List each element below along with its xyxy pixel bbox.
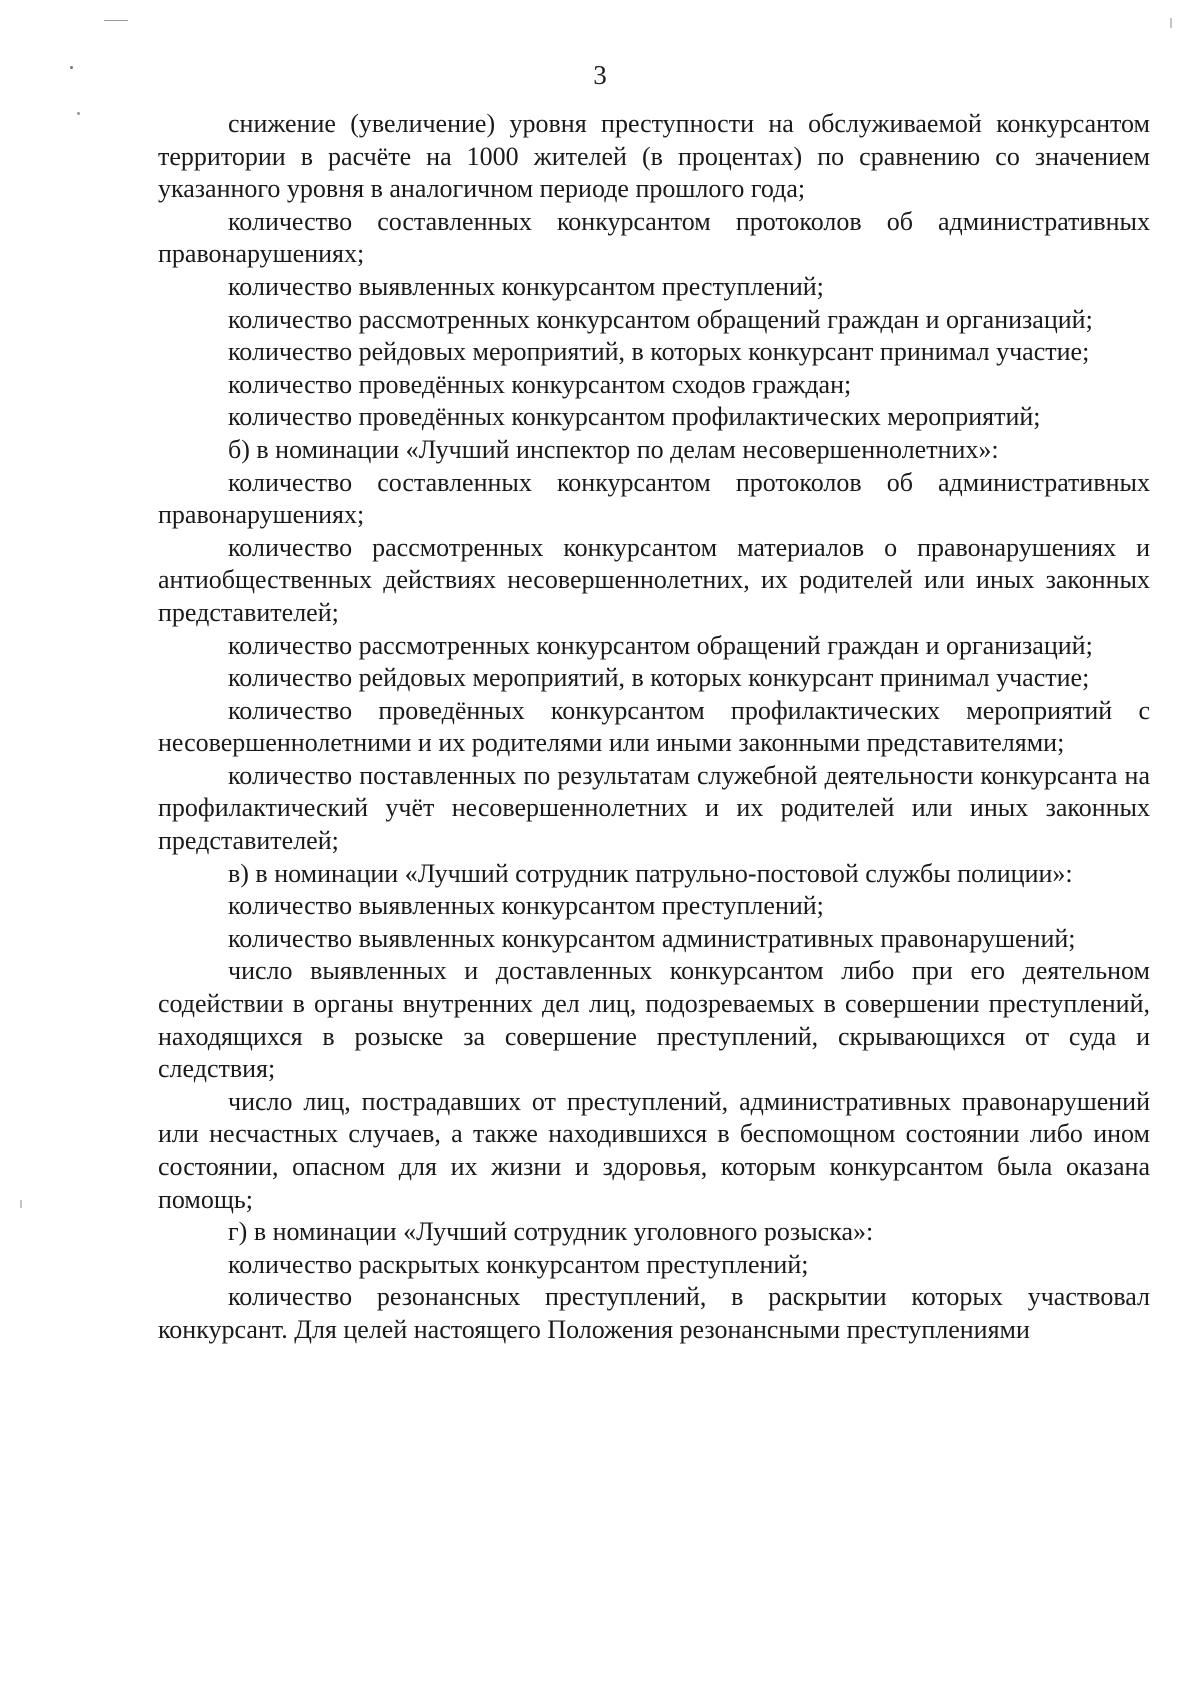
nomination-heading: г) в номинации «Лучший сотрудник уголовного розыска»: (228, 1217, 874, 1247)
scan-artifact-mark (20, 1200, 22, 1208)
scan-artifact-mark (1170, 18, 1172, 28)
page-number: 3 (593, 60, 607, 90)
nomination-heading: в) в номинации «Лучший сотрудник патрульно-постовой службы полиции»: (228, 858, 1073, 888)
nomination-heading: б) в номинации «Лучший инспектор по делам несовершеннолетних»: (228, 434, 999, 464)
paragraph: количество выявленных конкурсантом преступлений; (228, 891, 824, 921)
paragraph: количество выявленных конкурсантом административных правонарушений; (228, 923, 1076, 953)
paragraph: число лиц, пострадавших от преступлений, административных правонарушений или несчастных случаев, а также находившихся в беспомощном состоянии либо ином состоянии, опасном для их жизни и здоровья, которым конкурсантом была оказана помощь; (158, 1086, 1150, 1214)
scan-artifact-dash (104, 20, 128, 21)
paragraph: количество проведённых конкурсантом сходов граждан; (228, 369, 852, 399)
paragraph: число выявленных и доставленных конкурсантом либо при его деятельном содействии в органы внутренних дел лиц, подозреваемых в совершении преступлений, находящихся в розыске за совершение преступлений, скрывающихся от суда и следствия; (158, 956, 1150, 1084)
paragraph: количество составленных конкурсантом протоколов об административных правонарушениях; (158, 206, 1150, 269)
paragraph: снижение (увеличение) уровня преступности на обслуживаемой конкурсантом территории в расчёте на 1000 жителей (в процентах) по сравнению со значением указанного уровня в аналогичном периоде прошлого года; (158, 109, 1150, 204)
paragraph: количество рейдовых мероприятий, в которых конкурсант принимал участие; (228, 663, 1090, 693)
paragraph: количество рассмотренных конкурсантом обращений граждан и организаций; (228, 304, 1093, 334)
paragraph: количество выявленных конкурсантом преступлений; (228, 271, 824, 301)
paragraph: количество раскрытых конкурсантом преступлений; (228, 1249, 809, 1279)
paragraph: количество резонансных преступлений, в раскрытии которых участвовал конкурсант. Для целей настоящего Положения резонансными преступлениями (158, 1282, 1150, 1344)
paragraph: количество рейдовых мероприятий, в которых конкурсант принимал участие; (228, 337, 1090, 367)
paragraph: количество поставленных по результатам служебной деятельности конкурсанта на профилактический учёт несовершеннолетних и их родителей или иных законных представителей; (158, 760, 1150, 856)
paragraph: количество проведённых конкурсантом профилактических мероприятий; (228, 402, 1041, 432)
paragraph: количество составленных конкурсантом протоколов об административных правонарушениях; (158, 467, 1150, 530)
paragraph: количество проведённых конкурсантом профилактических мероприятий с несовершеннолетними и их родителями или иными законными представителями; (158, 695, 1150, 758)
scan-artifact-dot (77, 112, 80, 115)
document-body (158, 108, 1150, 1347)
paragraph: количество рассмотренных конкурсантом обращений граждан и организаций; (228, 630, 1093, 660)
paragraph: количество рассмотренных конкурсантом материалов о правонарушениях и антиобщественных действиях несовершеннолетних, их родителей или иных законных представителей; (158, 532, 1150, 627)
